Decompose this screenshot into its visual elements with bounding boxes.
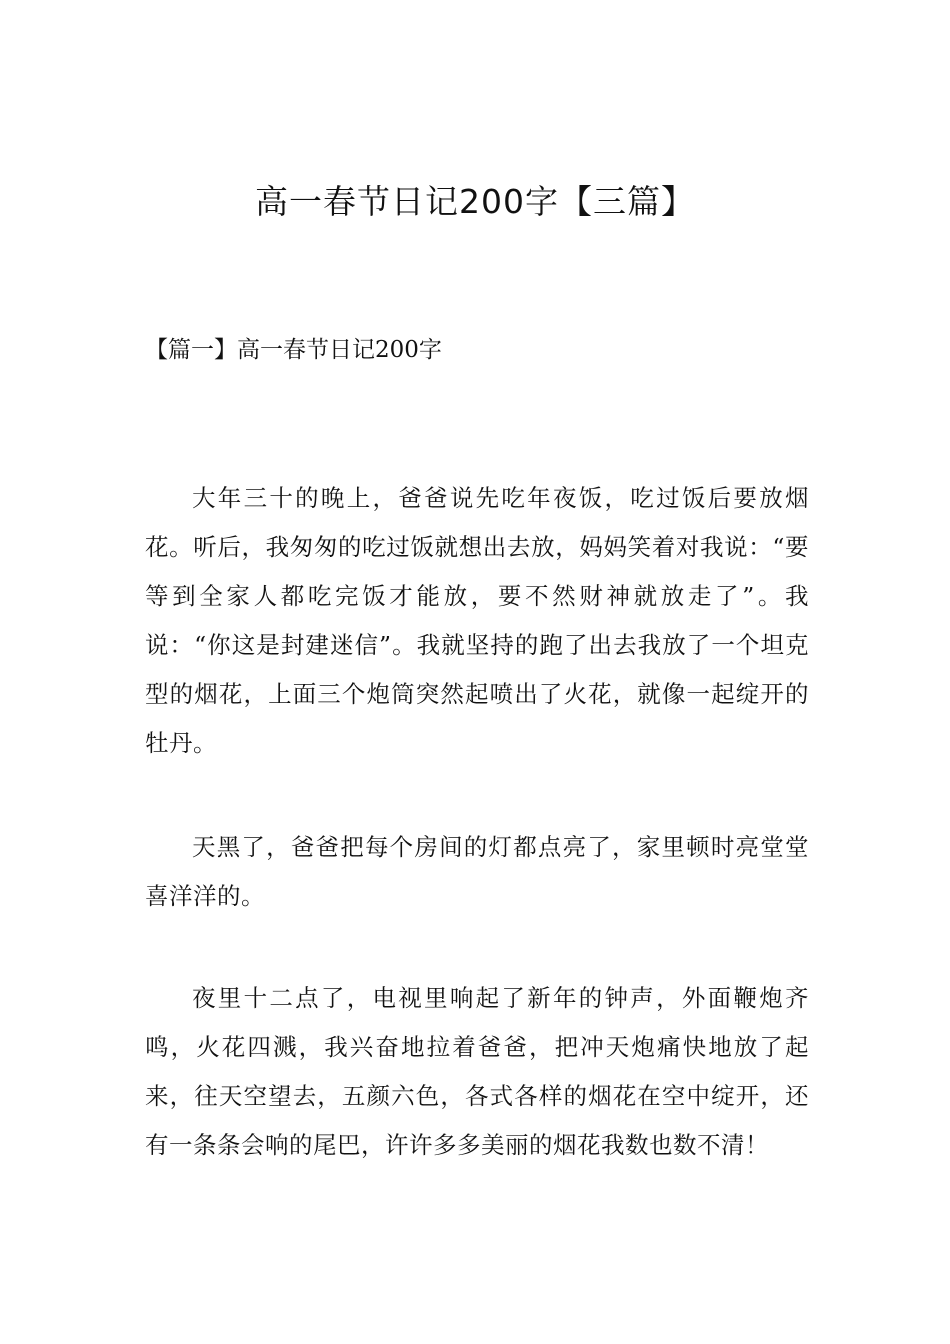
document-title: 高一春节日记200字【三篇】 [255,182,695,221]
paragraph-2: 天黑了，爸爸把每个房间的灯都点亮了，家里顿时亮堂堂喜洋洋的。 [145,833,809,910]
paragraph-1: 大年三十的晚上，爸爸说先吃年夜饭，吃过饭后要放烟花。听后，我匆匆的吃过饭就想出去放，妈妈笑着对我说：“要等到全家人都吃完饭才能放，要不然财神就放走了”。我说：“你这是封建迷信”。我就坚持的跑了出去我放了一个坦克型的烟花，上面三个炮筒突然起喷出了火花，就像一起绽开的牡丹。 [145,484,809,757]
paragraph-3: 夜里十二点了，电视里响起了新年的钟声，外面鞭炮齐鸣，火花四溅，我兴奋地拉着爸爸，把冲天炮痛快地放了起来，往天空望去，五颜六色，各式各样的烟花在空中绽开，还有一条条会响的尾巴，许许多多美丽的烟花我数也数不清！ [145,984,809,1159]
section-heading: 【篇一】高一春节日记200字 [145,337,442,363]
